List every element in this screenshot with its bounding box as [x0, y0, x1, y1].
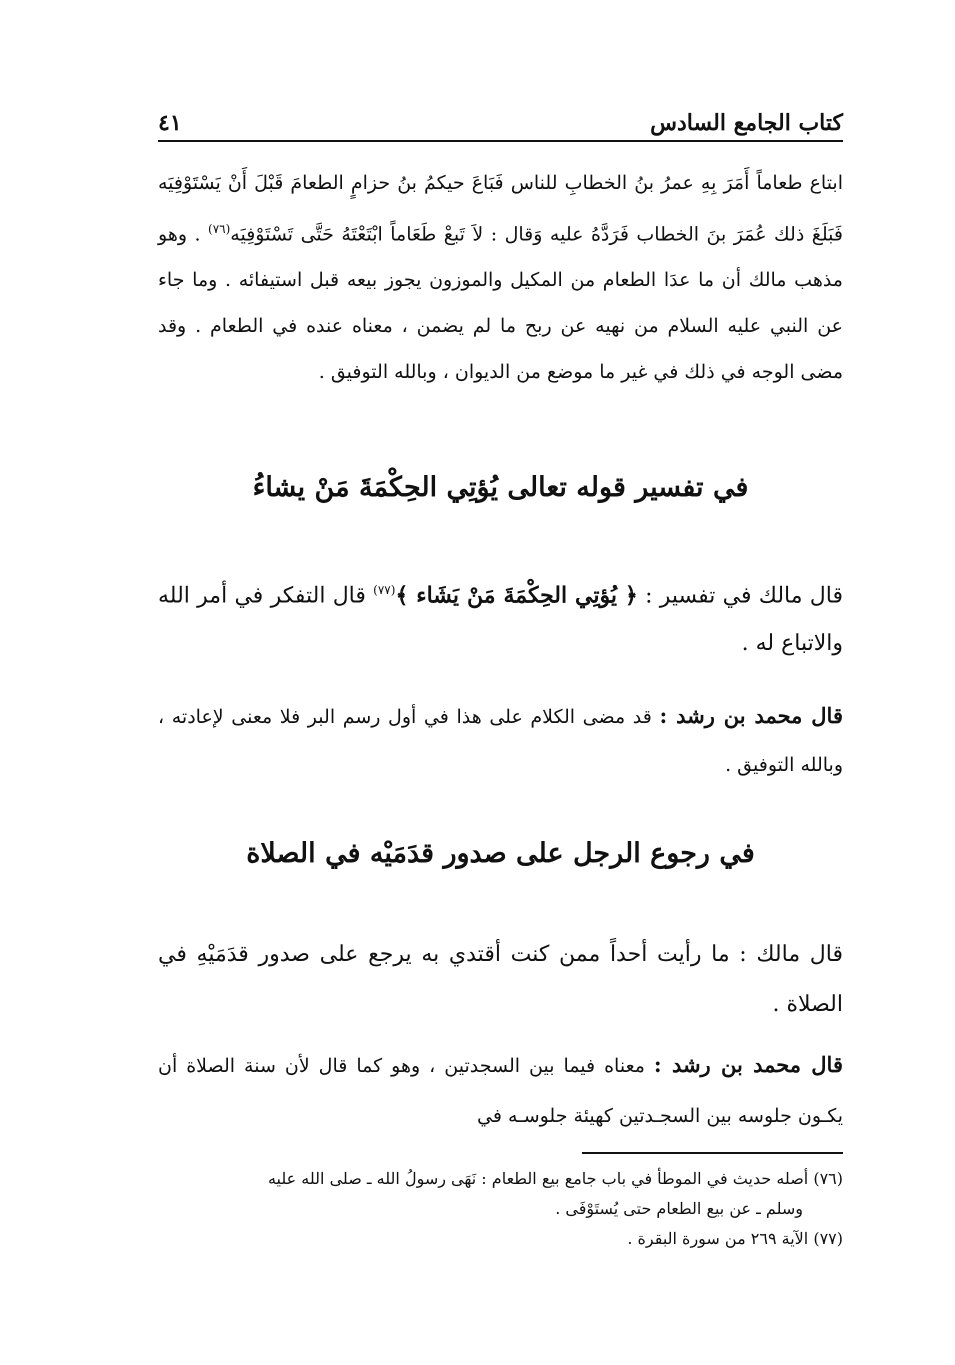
ibn-rushd-lead-2: قال محمد بن رشد : [653, 1052, 843, 1077]
footnote-rule [582, 1152, 843, 1154]
page-number: ٤١ [158, 110, 182, 136]
paragraph-text-part-1: ابتاع طعاماً أَمَرَ بِهِ عمرُ بنُ الخطابِ للناس فَبَاعَ حيكمُ بنُ حزامٍ الطعامَ قَبْلَ أَنْ يَسْتَوْفِيَه فَبَلَغَ ذلك عُمَرَ بنَ الخطاب فَرَدَّهُ عليه وَقال : لاَ تَبعْ طَعَاماً ابْتَعْتَهُ حَتَّى تَسْتَوْفِيَه [158, 172, 843, 246]
malik-tafsir-intro: قال مالك في تفسير : [637, 583, 843, 609]
malik-statement-paragraph: قال مالك : ما رأيت أحداً ممن كنت أقتدي به يرجع على صدور قدَمَيْهِ في الصلاة . [158, 942, 843, 1017]
footnote-77: (٧٧) الآية ٢٦٩ من سورة البقرة . [627, 1229, 843, 1248]
footnote-ref-77[interactable]: (٧٧) [373, 583, 396, 597]
ibn-rushd-comment-2 [158, 1040, 843, 1141]
section-heading-feet: في رجوع الرجل على صدور قدَمَيْه في الصلاة [246, 838, 755, 869]
paragraph-continuation [158, 160, 843, 395]
footnote-76-line-2: وسلم ـ عن بيع الطعام حتى يُستَوْفَى . [555, 1199, 803, 1218]
ibn-rushd-comment-text: قد مضى الكلام على هذا في أول رسم البر فلا معنى لإعادته ، وبالله التوفيق . [158, 706, 843, 776]
footnotes [158, 1164, 843, 1254]
paragraph-text-part-2: . وهو مذهب مالك أن ما عدَا الطعام من المكيل والموزون يجوز بيعه قبل استيفائه . وما جاء عن النبي عليه السلام من نهيه عن ربح ما لم يضمن ، معناه عنده في الطعام . وقد مضى الوجه في ذلك في غير ما موضع من الديوان ، وبالله التوفيق . [158, 223, 843, 384]
ibn-rushd-comment-text-2: معناه فيما بين السجدتين ، وهو كما قال لأن سنة الصلاة أن يكـون جلوسه بين السجـدتين كهيئة جلوسـه في [158, 1055, 843, 1127]
malik-tafsir-paragraph [158, 566, 843, 668]
footnote-ref-76[interactable]: (٧٦) [208, 222, 231, 236]
running-title: كتاب الجامع السادس [650, 110, 843, 136]
header-rule [158, 140, 843, 142]
section-heading-wisdom: في تفسير قوله تعالى يُؤتِي الحِكْمَةَ مَنْ يشاءُ [252, 472, 749, 503]
ibn-rushd-lead: قال محمد بن رشد : [659, 703, 843, 728]
page-header [158, 100, 843, 136]
malik-tafsir-explanation: قال التفكر في أمر الله والاتباع له . [158, 583, 843, 657]
ibn-rushd-comment-1 [158, 692, 843, 789]
footnote-76-line-1: (٧٦) أصله حديث في الموطأ في باب جامع بيع الطعام : نَهَى رسولُ الله ـ صلى الله عليه [267, 1169, 843, 1188]
quran-verse: ﴿ يُؤتِي الحِكْمَةَ مَنْ يَشَاء ﴾ [395, 582, 638, 609]
